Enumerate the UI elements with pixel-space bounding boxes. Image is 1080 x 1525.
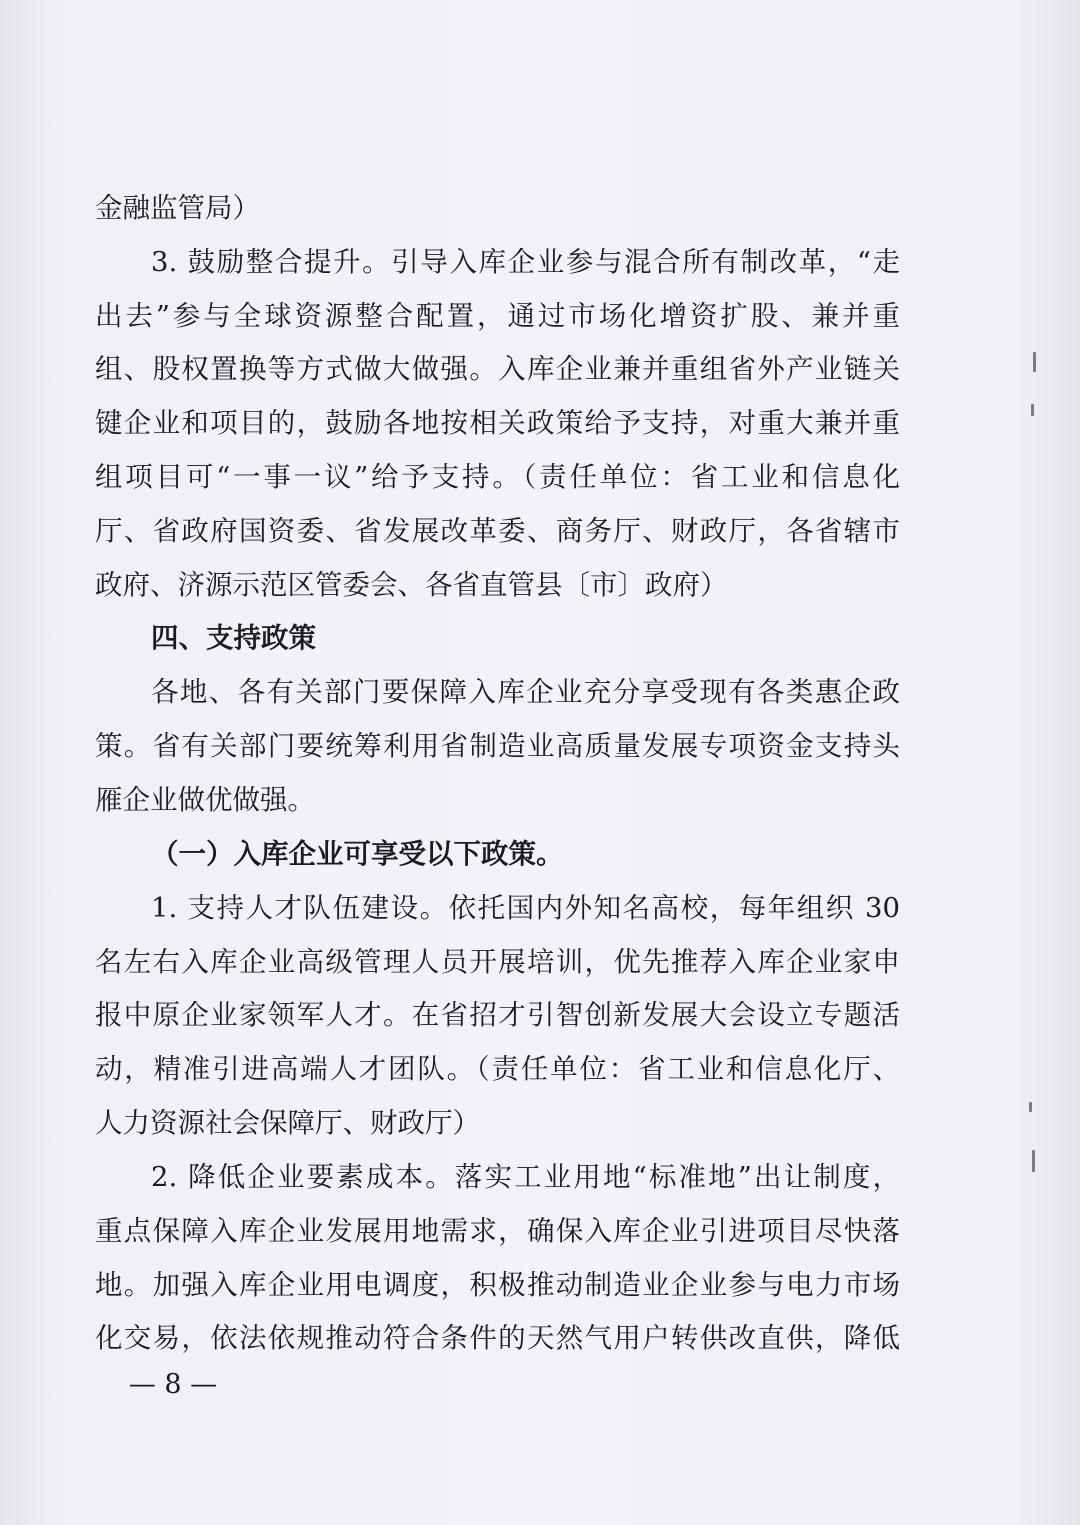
scan-mark <box>1029 1102 1032 1112</box>
text-line: 人力资源社会保障厅、财政厅） <box>95 1107 480 1139</box>
page-number: — 8 — <box>128 1369 218 1400</box>
text-line: 组、股权置换等方式做大做强。入库企业兼并重组省外产业链关 <box>95 353 900 385</box>
text-line: 化交易，依法依规推动符合条件的天然气用户转供改直供，降低 <box>95 1322 900 1354</box>
text-line: 重点保障入库企业发展用地需求，确保入库企业引进项目尽快落 <box>95 1215 900 1247</box>
text-line: 动，精准引进高端人才团队。（责任单位：省工业和信息化厅、 <box>95 1053 900 1085</box>
text-line: 策。省有关部门要统筹利用省制造业高质量发展专项资金支持头 <box>95 730 900 762</box>
text-line: 键企业和项目的，鼓励各地按相关政策给予支持，对重大兼并重 <box>95 407 900 439</box>
text-line: 3. 鼓励整合提升。引导入库企业参与混合所有制改革，“走 <box>151 246 900 278</box>
text-line: 组项目可“一事一议”给予支持。（责任单位：省工业和信息化 <box>95 461 900 493</box>
scan-mark <box>1031 404 1034 416</box>
text-line: 地。加强入库企业用电调度，积极推动制造业企业参与电力市场 <box>95 1269 900 1301</box>
text-line: 雁企业做优做强。 <box>95 784 315 816</box>
text-line: 1. 支持人才队伍建设。依托国内外知名高校，每年组织 30 <box>151 892 900 924</box>
section-heading: 四、支持政策 <box>151 622 316 654</box>
text-line: 各地、各有关部门要保障入库企业充分享受现有各类惠企政 <box>151 676 900 708</box>
scan-mark <box>1033 352 1036 372</box>
text-line: 报中原企业家领军人才。在省招才引智创新发展大会设立专题活 <box>95 999 900 1031</box>
text-line: 名左右入库企业高级管理人员开展培训，优先推荐入库企业家申 <box>95 946 900 978</box>
text-line: 政府、济源示范区管委会、各省直管县〔市〕政府） <box>95 569 728 601</box>
text-line: 厅、省政府国资委、省发展改革委、商务厅、财政厅，各省辖市 <box>95 515 900 547</box>
subsection-heading: （一）入库企业可享受以下政策。 <box>151 838 564 870</box>
text-line: 2. 降低企业要素成本。落实工业用地“标准地”出让制度， <box>151 1161 900 1193</box>
scan-mark <box>1032 1150 1035 1172</box>
text-line: 金融监管局） <box>95 192 260 224</box>
text-line: 出去”参与全球资源整合配置，通过市场化增资扩股、兼并重 <box>95 300 900 332</box>
